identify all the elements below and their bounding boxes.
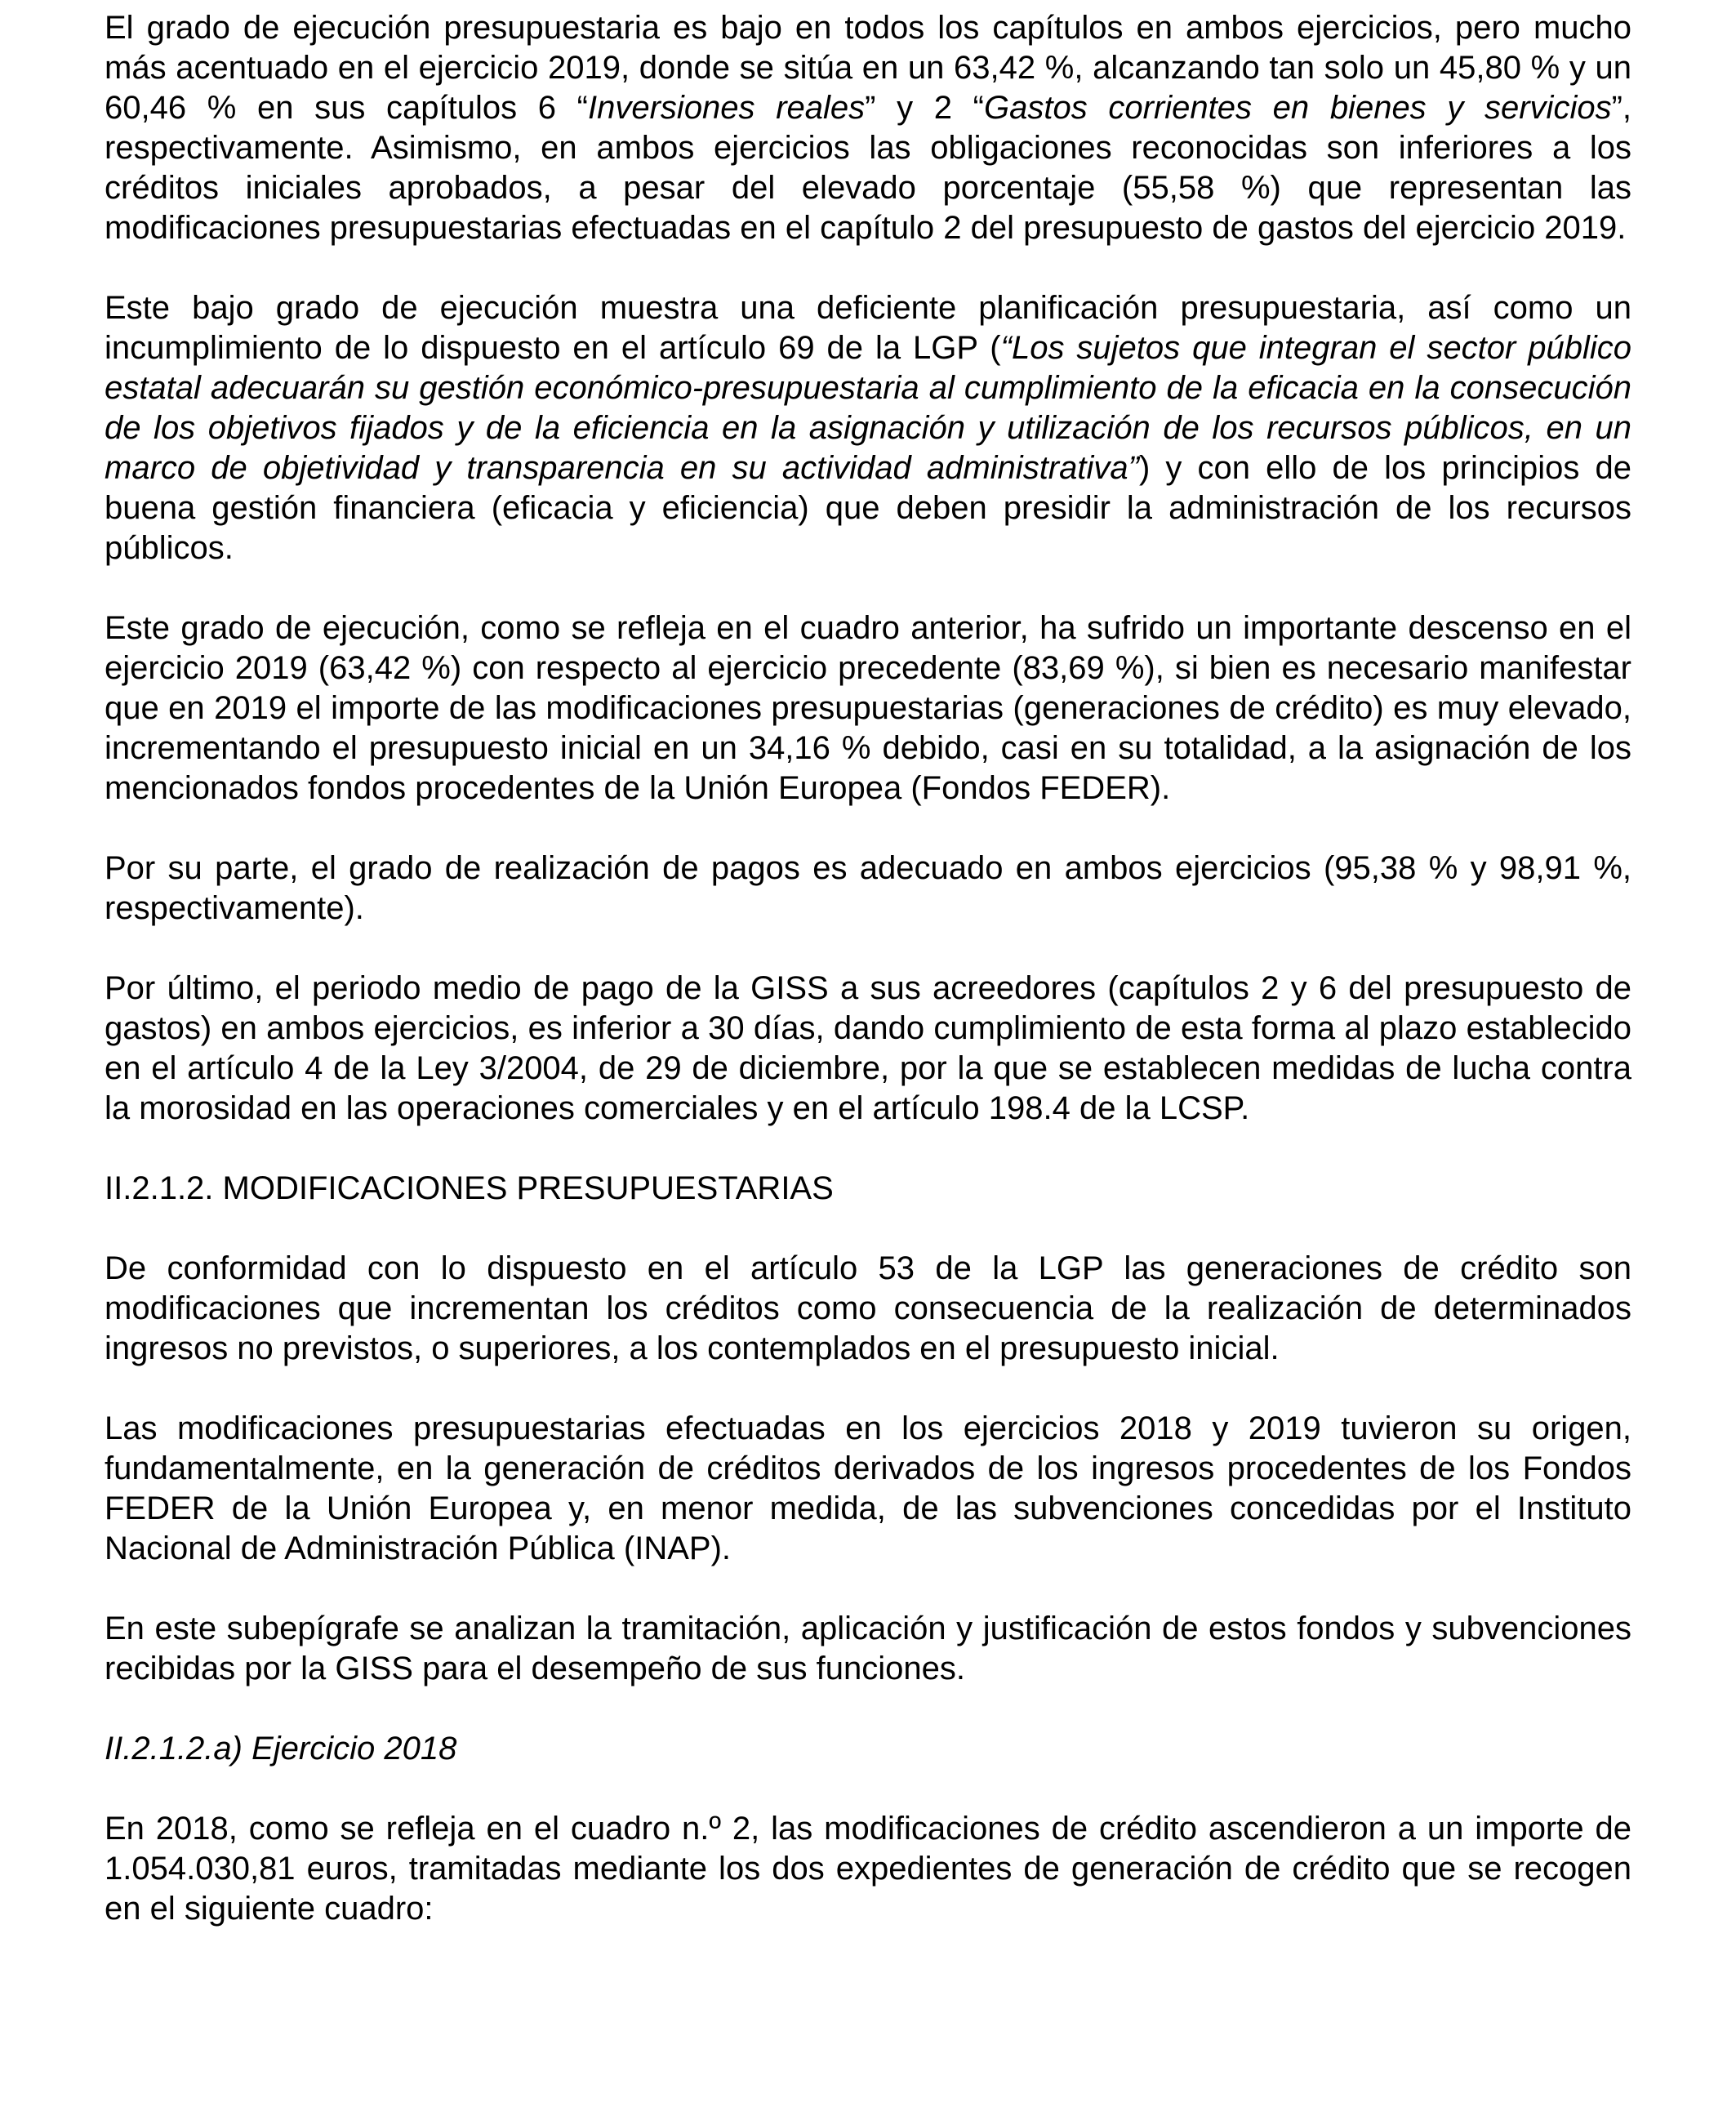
paragraph-modifications-origin: Las modificaciones presupuestarias efectuadas en los ejercicios 2018 y 2019 tuvieron su origen, fundamentalmente, en la generación de créditos derivados de los ingresos procedentes de los Fondos FEDER de la Unión Europea y, en menor medida, de las subvenciones concedidas por el Instituto Nacional de Administración Pública (INAP). (105, 1410, 1631, 1566)
paragraph-planning-deficiency (105, 288, 1631, 568)
paragraph-2018-modifications: En 2018, como se refleja en el cuadro n.º 2, las modificaciones de crédito ascendieron a un importe de 1.054.030,81 euros, tramitadas mediante los dos expedientes de generación de crédito que se recogen en el siguiente cuadro: (105, 1811, 1631, 1927)
paragraph-payment-period: Por último, el periodo medio de pago de la GISS a sus acreedores (capítulos 2 y 6 del presupuesto de gastos) en ambos ejercicios, es inferior a 30 días, dando cumplimiento de esta forma al plazo establecido en el artículo 4 de la Ley 3/2004, de 29 de diciembre, por la que se establecen medidas de lucha contra la morosidad en las operaciones comerciales y en el artículo 198.4 de la LCSP. (105, 970, 1631, 1126)
italic-chapter-name: Inversiones reales (588, 90, 866, 126)
paragraph-payments: Por su parte, el grado de realización de pagos es adecuado en ambos ejercicios (95,38 % y 98,91 %, respectivamente). (105, 850, 1631, 926)
text-segment: El grado de ejecución presupuestaria es bajo en todos los capítulos en ambos ejercicios, pero mucho más acentuado en el ejercicio 2019, donde se sitúa en un 63,42 %, alcanzando tan solo un 45,80 % y un 60,46 % en sus capítulos 6 “ (105, 10, 1631, 126)
text-segment: ) y con ello de los principios de buena gestión financiera (eficacia y eficiencia) que deben presidir la administración de los recursos públicos. (105, 450, 1632, 566)
subsection-heading: II.2.1.2.a) Ejercicio 2018 (105, 1731, 457, 1767)
paragraph-credit-generation-definition: De conformidad con lo dispuesto en el artículo 53 de la LGP las generaciones de crédito son modificaciones que incrementan los créditos como consecuencia de la realización de determinados ingresos no previstos, o superiores, a los contemplados en el presupuesto inicial. (105, 1250, 1631, 1366)
paragraph-execution-decline: Este grado de ejecución, como se refleja en el cuadro anterior, ha sufrido un importante descenso en el ejercicio 2019 (63,42 %) con respecto al ejercicio precedente (83,69 %), si bien es necesario manifestar que en 2019 el importe de las modificaciones presupuestarias (generaciones de crédito) es muy elevado, incrementando el presupuesto inicial en un 34,16 % debido, casi en su totalidad, a la asignación de los mencionados fondos procedentes de la Unión Europea (Fondos FEDER). (105, 610, 1631, 806)
italic-chapter-name: Gastos corrientes en bienes y servicios (984, 90, 1612, 126)
text-segment: ” y 2 “ (865, 90, 985, 126)
document-page (105, 8, 1631, 1969)
text-segment: ”, respectivamente. Asimismo, en ambos ejercicios las obligaciones reconocidas son inferiores a los créditos iniciales aprobados, a pesar del elevado porcentaje (55,58 %) que representan las modificaciones presupuestarias efectuadas en el capítulo 2 del presupuesto de gastos del ejercicio 2019. (105, 90, 1632, 246)
section-heading: II.2.1.2. MODIFICACIONES PRESUPUESTARIAS (105, 1170, 834, 1206)
italic-legal-quote: “Los sujetos que integran el sector público estatal adecuarán su gestión económico-presupuestaria al cumplimiento de la eficacia en la consecución de los objetivos fijados y de la eficiencia en la asignación y utilización de los recursos públicos, en un marco de objetividad y transparencia en su actividad administrativa” (105, 330, 1631, 486)
paragraph-execution-degree (105, 8, 1631, 248)
paragraph-subsection-scope: En este subepígrafe se analizan la tramitación, aplicación y justificación de estos fondos y subvenciones recibidas por la GISS para el desempeño de sus funciones. (105, 1611, 1631, 1686)
text-segment: Este bajo grado de ejecución muestra una deficiente planificación presupuestaria, así como un incumplimiento de lo dispuesto en el artículo 69 de la LGP ( (105, 290, 1631, 366)
